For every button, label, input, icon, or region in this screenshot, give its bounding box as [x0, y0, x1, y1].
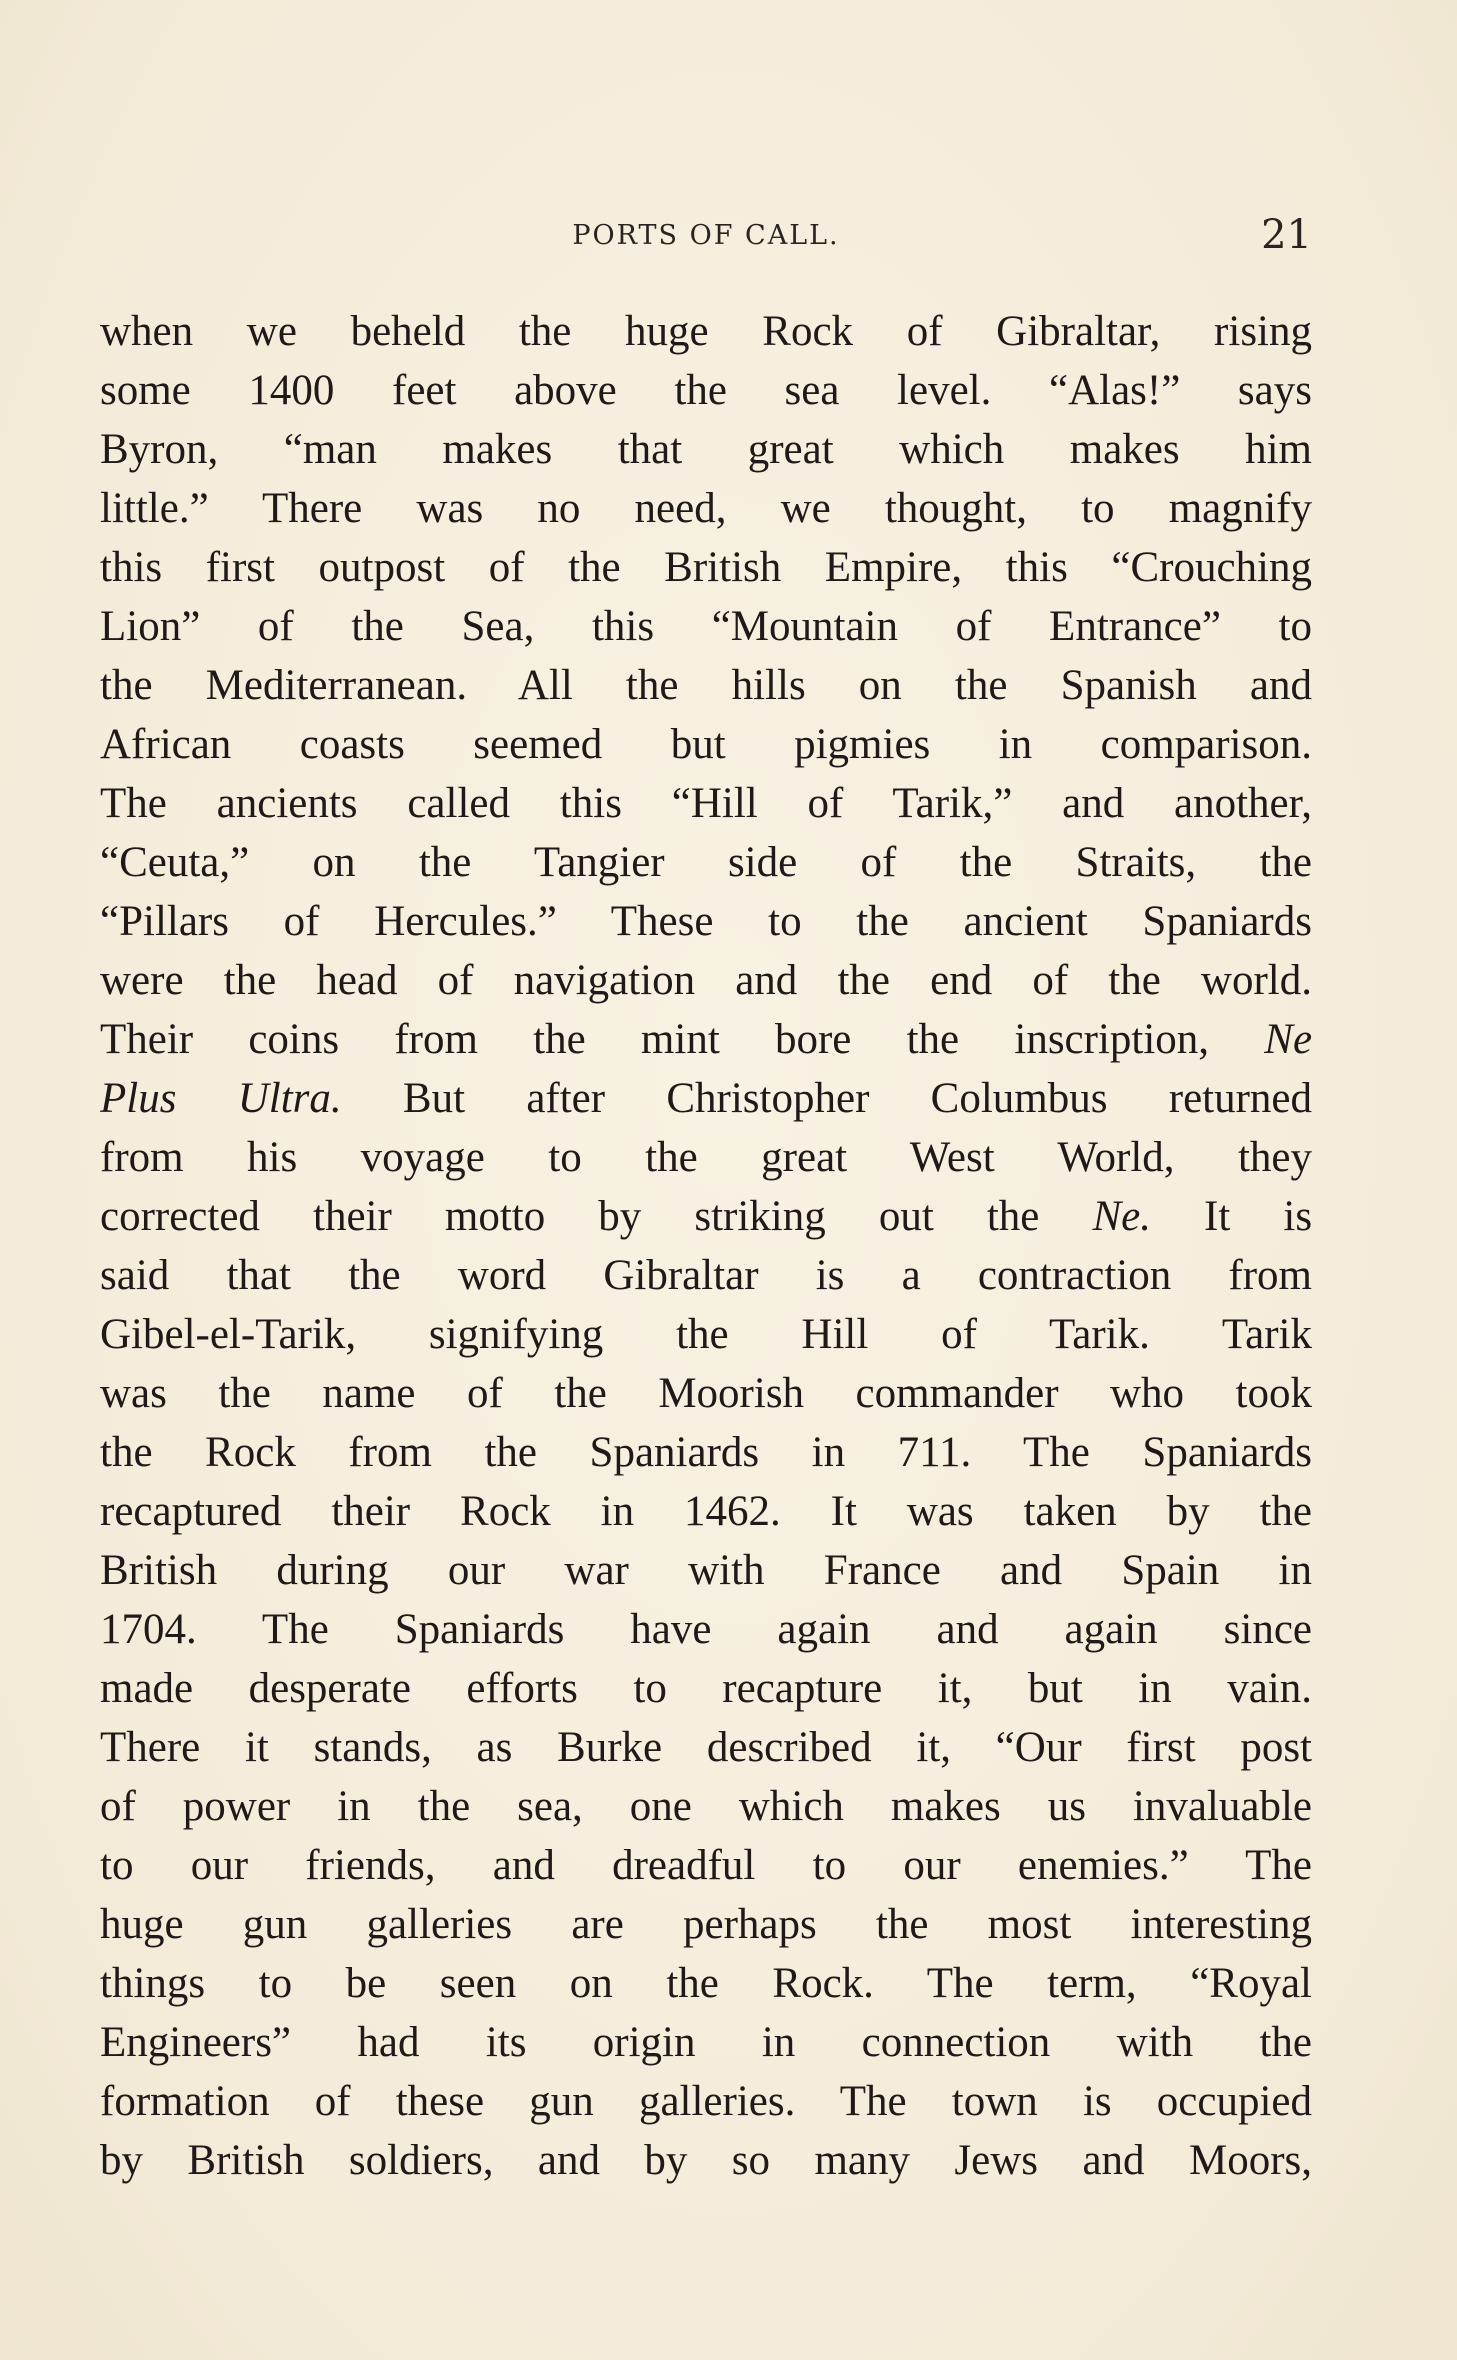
text-line: corrected their motto by striking out the Ne. It is [100, 1193, 1312, 1240]
text-line: Their coins from the mint bore the inscription, Ne [100, 1016, 1312, 1063]
text-line: when we beheld the huge Rock of Gibraltar, rising [100, 308, 1312, 355]
text-line: was the name of the Moorish commander who took [100, 1370, 1312, 1417]
text-line: Gibel-el-Tarik, signifying the Hill of Tarik. Tarik [100, 1311, 1312, 1358]
body-text [100, 302, 1312, 2190]
text-line: Plus Ultra. But after Christopher Columbus returned [100, 1075, 1312, 1122]
text-line: little.” There was no need, we thought, to magnify [100, 485, 1312, 532]
text-line: were the head of navigation and the end of the world. [100, 957, 1312, 1004]
text-line: Lion” of the Sea, this “Mountain of Entrance” to [100, 603, 1312, 650]
text-line: the Rock from the Spaniards in 711. The Spaniards [100, 1429, 1312, 1476]
text-line: said that the word Gibraltar is a contraction from [100, 1252, 1312, 1299]
text-line: Engineers” had its origin in connection with the [100, 2019, 1312, 2066]
text-line: “Pillars of Hercules.” These to the ancient Spaniards [100, 898, 1312, 945]
text-line: made desperate efforts to recapture it, but in vain. [100, 1665, 1312, 1712]
text-line: things to be seen on the Rock. The term, “Royal [100, 1960, 1312, 2007]
text-line: by British soldiers, and by so many Jews and Moors, [100, 2137, 1312, 2184]
text-line: There it stands, as Burke described it, “Our first post [100, 1724, 1312, 1771]
text-line: 1704. The Spaniards have again and again since [100, 1606, 1312, 1653]
text-line: from his voyage to the great West World, they [100, 1134, 1312, 1181]
text-line: African coasts seemed but pigmies in comparison. [100, 721, 1312, 768]
text-line: recaptured their Rock in 1462. It was taken by the [100, 1488, 1312, 1535]
text-line: of power in the sea, one which makes us invaluable [100, 1783, 1312, 1830]
text-line: The ancients called this “Hill of Tarik,” and another, [100, 780, 1312, 827]
text-line: “Ceuta,” on the Tangier side of the Straits, the [100, 839, 1312, 886]
running-head [100, 212, 1312, 272]
page-number: 21 [1261, 212, 1312, 258]
text-line: some 1400 feet above the sea level. “Alas!” says [100, 367, 1312, 414]
text-line: this first outpost of the British Empire, this “Crouching [100, 544, 1312, 591]
text-line: huge gun galleries are perhaps the most interesting [100, 1901, 1312, 1948]
text-line: Byron, “man makes that great which makes him [100, 426, 1312, 473]
text-line: the Mediterranean. All the hills on the Spanish and [100, 662, 1312, 709]
text-line: formation of these gun galleries. The town is occupied [100, 2078, 1312, 2125]
running-title: PORTS OF CALL. [572, 220, 840, 251]
text-line: British during our war with France and Spain in [100, 1547, 1312, 1594]
text-line: to our friends, and dreadful to our enemies.” The [100, 1842, 1312, 1889]
